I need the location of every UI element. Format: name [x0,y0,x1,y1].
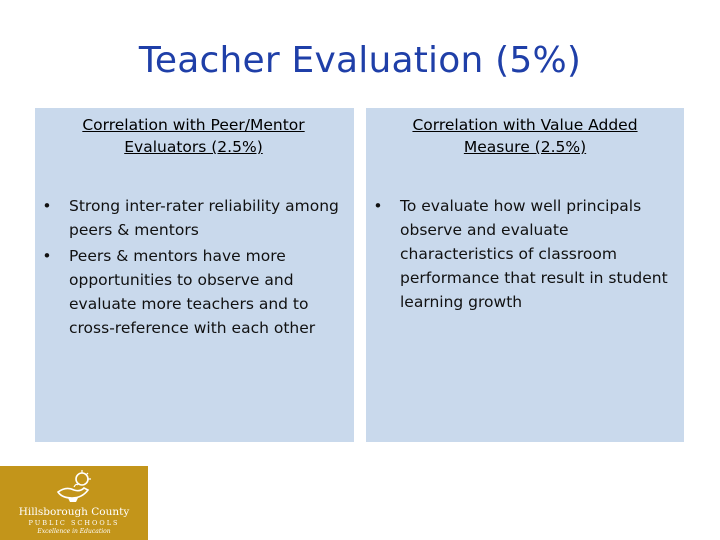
logo-tagline: Excellence in Education [37,528,111,535]
logo-name: Hillsborough County [18,506,130,518]
bullet-text: Strong inter-rater reliability among peers & mentors [69,197,339,239]
lamp-of-learning-icon [52,470,96,504]
peer-mentor-heading-line1: Correlation with Peer/Mentor [82,116,305,134]
bullet-icon: • [42,197,52,215]
bullet-icon: • [42,247,52,265]
peer-mentor-heading-line2: Evaluators (2.5%) [124,138,263,156]
bullet-icon: • [373,197,383,215]
value-added-panel [366,108,684,442]
list-item [372,194,674,314]
bullet-text: Peers & mentors have more opportunities to observe and evaluate more teachers and to cross-reference with each other [69,247,316,337]
value-added-heading-line2: Measure (2.5%) [463,138,587,156]
peer-mentor-panel [35,108,354,442]
logo-subtitle: PUBLIC SCHOOLS [28,519,120,527]
peer-mentor-bullet-list [41,194,346,342]
value-added-heading-line1: Correlation with Value Added [412,116,638,134]
list-item [41,244,346,340]
bullet-text: To evaluate how well principals observe and evaluate characteristics of classroom performance that result in student learning growth [400,197,668,311]
slide-title: Teacher Evaluation (5%) [138,40,582,81]
value-added-heading [366,114,684,158]
district-logo [0,466,148,540]
peer-mentor-heading [33,114,354,158]
value-added-bullet-list [372,194,674,316]
list-item [41,194,346,242]
